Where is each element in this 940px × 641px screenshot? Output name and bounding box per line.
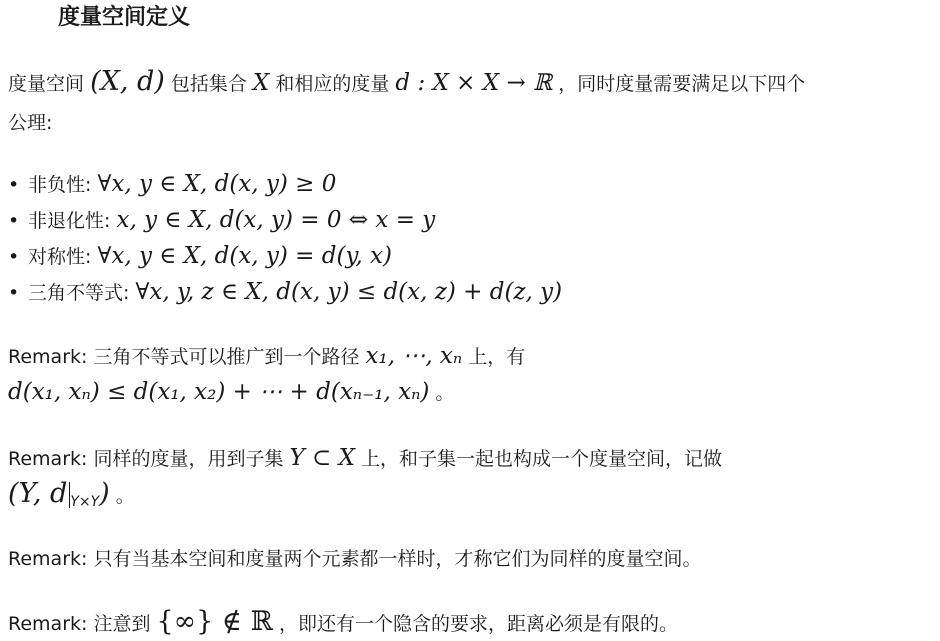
intro-line-2: 公理: bbox=[8, 112, 53, 134]
remark-same-space: Remark: 只有当基本空间和度量两个元素都一样时，才称它们为同样的度量空间。 bbox=[8, 548, 702, 570]
remark-math-inequality: d(x₁, xₙ) ≤ d(x₁, x₂) + ⋯ + d(xₙ₋₁, xₙ) bbox=[8, 379, 430, 405]
remark-path-line-2 bbox=[8, 378, 454, 405]
axiom-nondegeneracy bbox=[8, 206, 435, 233]
axiom-symmetry bbox=[8, 242, 392, 269]
axiom-formula: ∀x, y ∈ X, d(x, y) = d(y, x) bbox=[97, 243, 392, 269]
intro-math-metric: d : X × X → ℝ bbox=[395, 70, 553, 96]
remark-text: 。 bbox=[115, 485, 135, 507]
remark-finite-distance bbox=[8, 606, 678, 637]
intro-text-3: 和相应的度量 bbox=[275, 73, 390, 95]
remark-text: 上，和子集一起也构成一个度量空间，记做 bbox=[361, 448, 723, 470]
intro-line-1 bbox=[8, 66, 805, 97]
remark-subset-line-1 bbox=[8, 444, 722, 471]
remark-text: 。 bbox=[435, 382, 455, 404]
bullet-icon: • bbox=[8, 246, 20, 268]
page-title: 度量空间定义 bbox=[58, 5, 191, 30]
intro-text-1: 度量空间 bbox=[8, 73, 85, 95]
axiom-formula: ∀x, y ∈ X, d(x, y) ≥ 0 bbox=[97, 171, 337, 197]
axiom-nonnegativity bbox=[8, 170, 336, 197]
remark-math-restricted-open: (Y, d bbox=[8, 478, 68, 509]
remark-text: Remark: 同样的度量，用到子集 bbox=[8, 448, 284, 470]
axiom-label: 非负性: bbox=[28, 174, 92, 196]
remark-math-restricted-close: ) bbox=[99, 478, 110, 509]
axiom-formula: x, y ∈ X, d(x, y) = 0 ⇔ x = y bbox=[116, 207, 436, 233]
remark-text: Remark: 注意到 bbox=[8, 613, 151, 635]
remark-math-path: x₁, ⋯, xₙ bbox=[365, 343, 463, 369]
remark-subset-line-2 bbox=[8, 478, 135, 510]
remark-math-restricted-sub: Y×Y bbox=[70, 494, 100, 510]
remark-math-infinity: {∞} ∉ ℝ bbox=[156, 606, 273, 637]
remark-path-line-1 bbox=[8, 342, 525, 369]
axiom-formula: ∀x, y, z ∈ X, d(x, y) ≤ d(x, z) + d(z, y) bbox=[135, 279, 563, 305]
remark-math-subset: Y ⊂ X bbox=[289, 445, 355, 471]
bullet-icon: • bbox=[8, 174, 20, 196]
intro-math-set: X bbox=[252, 70, 270, 96]
axiom-label: 非退化性: bbox=[28, 210, 111, 232]
bullet-icon: • bbox=[8, 282, 20, 304]
remark-text: 上，有 bbox=[468, 346, 526, 368]
axiom-label: 三角不等式: bbox=[28, 282, 130, 304]
intro-text-2: 包括集合 bbox=[170, 73, 247, 95]
axiom-triangle-inequality bbox=[8, 278, 562, 305]
remark-text: Remark: 三角不等式可以推广到一个路径 bbox=[8, 346, 360, 368]
bullet-icon: • bbox=[8, 210, 20, 232]
intro-text-4: ，同时度量需要满足以下四个 bbox=[558, 73, 806, 95]
intro-math-metric-space: (X, d) bbox=[90, 66, 165, 97]
axiom-label: 对称性: bbox=[28, 246, 92, 268]
remark-text: ，即还有一个隐含的要求，距离必须是有限的。 bbox=[278, 613, 678, 635]
